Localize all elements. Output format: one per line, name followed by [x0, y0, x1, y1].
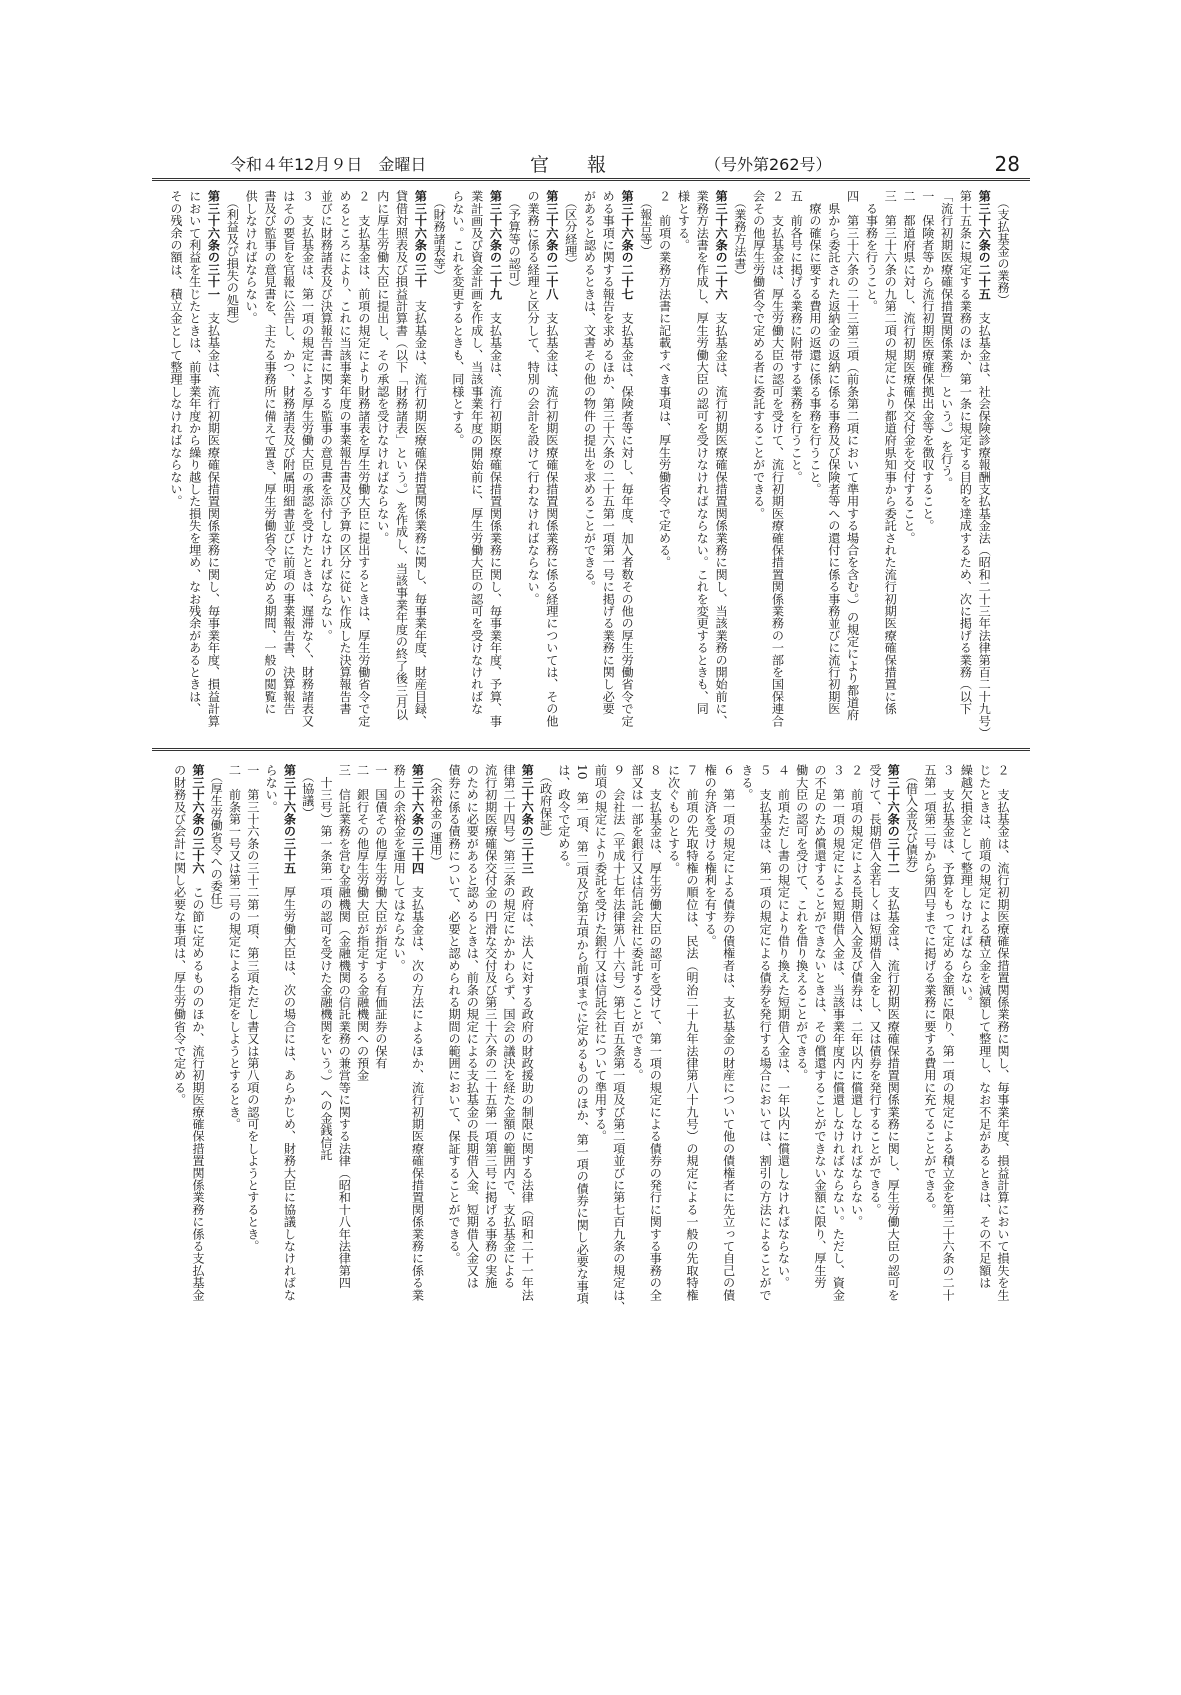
text-line — [786, 190, 805, 742]
text-line — [390, 764, 408, 1344]
line-text: 「流行初期医療確保措置関係業務」という。）を行う。 — [939, 190, 954, 489]
article-heading: 第三十六条の三十六 — [190, 764, 205, 874]
article-line — [189, 764, 207, 1344]
line-text: ６ 第一項の規定による債券の債権者は、支払基金の財産について他の債権者に先立って自己の債 — [721, 764, 736, 1301]
text-line — [921, 764, 939, 1344]
text-line — [463, 764, 481, 1344]
line-text: 部又は一部を銀行又は信託会社に委託することができる。 — [630, 764, 645, 1082]
text-line — [683, 764, 701, 1344]
line-text: 支払基金は、流行初期医療確保措置関係業務に係る経理については、その他 — [544, 299, 559, 727]
line-text: 務上の余裕金を運用してはならない。 — [392, 764, 407, 972]
line-text: ２ 前項の規定による長期借入金及び債券は、二年以内に償還しなければならない。 — [849, 764, 864, 1228]
text-line — [353, 764, 371, 1344]
gazette-title: 官報 — [530, 154, 645, 176]
line-text: 10 第一項、第二項及び第五項から前項までに定めるもののほか、第一項の債券に関し必要な事項 — [575, 764, 590, 1305]
line-text: 三 信託業務を営む金融機関（金融機関の信託業務の兼営等に関する法律（昭和十八年法律第四 — [337, 764, 352, 1289]
article-heading: 第三十六条の三十三 — [520, 764, 535, 874]
text-line — [467, 190, 486, 742]
text-line — [244, 764, 262, 1344]
text-line — [372, 764, 390, 1344]
line-text: ８ 支払基金は、厚生労働大臣の認可を受けて、第一項の規定による債券の発行に関する事務の全 — [648, 764, 663, 1301]
line-text: める事項に関する報告を求めるほか、第三十六条の二十五第一項第一号に掲げる業務に関し必要 — [601, 190, 616, 715]
line-text: 会その他厚生労働省令で定める者に委託することができる。 — [751, 190, 766, 520]
header-divider — [152, 178, 1030, 181]
text-line — [260, 190, 279, 742]
line-text: ５ 支払基金は、第一項の規定による債券を発行する場合においては、割引の方法によることがで — [758, 764, 773, 1301]
line-text: （政府保証） — [538, 764, 553, 844]
line-text: において利益を生じたときは、前事業年度から繰り越した損失を埋め、なお残余があるときは、 — [187, 190, 202, 715]
line-text: 支払基金は、流行初期医療確保措置関係業務に関し、毎事業年度、予算、事 — [488, 299, 503, 727]
page-header — [160, 150, 1020, 176]
text-line — [335, 190, 354, 742]
text-line — [481, 764, 499, 1344]
text-line — [829, 764, 847, 1344]
upper-text-block — [160, 190, 1012, 742]
line-text: 十三号）第一条第一項の認可を受けた金融機関をいう。）への金銭信託 — [319, 764, 334, 1161]
line-text: （厚生労働省令への委任） — [209, 764, 224, 917]
text-line — [768, 190, 787, 742]
line-text: らない。 — [264, 764, 279, 813]
article-line — [542, 190, 561, 742]
issue-date: 令和４年12月９日 金曜日 — [230, 155, 427, 174]
text-line — [445, 764, 463, 1344]
line-text: 支払基金は、社会保険診療報酬支払基金法（昭和二十三年法律第百二十九号） — [977, 299, 992, 740]
text-line — [427, 764, 445, 1344]
line-text: 律第二十四号）第三条の規定にかかわらず、国会の議決を経た金額の範囲内で、支払基金による — [501, 764, 516, 1289]
text-line — [170, 764, 188, 1344]
line-text: 支払基金は、保険者等に対し、毎年度、加入者数その他の厚生労働省令で定 — [620, 299, 635, 727]
line-text: ３ 支払基金は、第一項の規定による厚生労働大臣の承認を受けたときは、遅滞なく、財務諸表又 — [300, 190, 315, 727]
text-line — [225, 764, 243, 1344]
article-heading: 第三十六条の二十七 — [620, 190, 635, 300]
text-line — [354, 190, 373, 742]
line-text: （財務諸表等） — [432, 190, 447, 282]
text-line — [317, 190, 336, 742]
text-line — [880, 190, 899, 742]
text-line — [674, 190, 693, 742]
text-line — [811, 764, 829, 1344]
text-line — [939, 764, 957, 1344]
article-heading: 第三十六条の三十一 — [206, 190, 221, 300]
text-line — [866, 764, 884, 1344]
text-line — [792, 764, 810, 1344]
text-line — [392, 190, 411, 742]
text-line — [573, 764, 591, 1344]
line-text: （余裕金の運用） — [428, 764, 443, 868]
text-line — [975, 764, 993, 1344]
text-line — [598, 190, 617, 742]
line-text: 療の確保に要する費用の返還に係る事務を行うこと。 — [808, 190, 823, 495]
text-line — [738, 764, 756, 1344]
line-text: の財務及び会計に関し必要な事項は、厚生労働省令で定める。 — [172, 764, 187, 1106]
text-line — [561, 190, 580, 742]
article-heading: 第三十六条の三十五 — [282, 764, 297, 874]
line-text: この節に定めるもののほか、流行初期医療確保措置関係業務に係る支払基金 — [190, 873, 205, 1301]
text-line — [298, 764, 316, 1344]
text-line — [956, 190, 975, 742]
article-heading: 第三十六条の三十二 — [886, 764, 901, 874]
article-line — [280, 764, 298, 1344]
line-text: は、政令で定める。 — [556, 764, 571, 874]
line-text: （借入金及び債券） — [904, 764, 919, 880]
line-text: ２ 前項の業務方法書に記載すべき事項は、厚生労働省令で定める。 — [657, 190, 672, 569]
line-text: 書及び監事の意見書を、主たる事務所に備えて置き、厚生労働省令で定める期間、一般の閲覧に — [262, 190, 277, 715]
article-line — [411, 190, 430, 742]
text-line — [317, 764, 335, 1344]
article-heading: 第三十六条の二十九 — [488, 190, 503, 300]
text-line — [730, 190, 749, 742]
line-text: ２ 支払基金は、前項の規定により財務諸表を厚生労働大臣に提出するときは、厚生労働省令で定 — [356, 190, 371, 727]
text-line — [646, 764, 664, 1344]
line-text: らない。これを変更するときも、同様とする。 — [450, 190, 465, 447]
article-line — [711, 190, 730, 742]
text-line — [774, 764, 792, 1344]
text-line — [279, 190, 298, 742]
text-line — [500, 764, 518, 1344]
article-heading: 第三十六条の二十六 — [714, 190, 729, 300]
line-text: （支払基金の業務） — [996, 190, 1010, 306]
article-heading: 第三十六条の二十五 — [977, 190, 992, 300]
line-text: 第十五条に規定する業務のほか、第一条に規定する目的を達成するため、次に掲げる業務（以下 — [958, 190, 973, 715]
line-text: のために必要があると認めるときは、前条の規定による支払基金の長期借入金、短期借入金又は — [465, 764, 480, 1289]
line-text: 県から委託された返納金の返納に係る事務及び保険者等への還付に係る事務並びに流行初期医 — [826, 190, 841, 715]
line-text: （業務方法書） — [732, 190, 747, 282]
text-line — [298, 190, 317, 742]
text-line — [664, 764, 682, 1344]
article-line — [408, 764, 426, 1344]
text-line — [805, 190, 824, 742]
line-text: 支払基金は、流行初期医療確保措置関係業務に関し、当該業務の開始前に、 — [714, 299, 729, 727]
text-line — [207, 764, 225, 1344]
text-line — [918, 190, 937, 742]
line-text: ４ 前項ただし書の規定により借り換えた短期借入金は、一年以内に償還しなければならない。 — [776, 764, 791, 1289]
text-line — [504, 190, 523, 742]
text-line — [937, 190, 956, 742]
text-line — [555, 764, 573, 1344]
text-line — [902, 764, 920, 1344]
line-text: ７ 前項の先取特権の順位は、民法（明治二十九年法律第八十九号）の規定による一般の先取特権 — [684, 764, 699, 1301]
article-line — [486, 190, 505, 742]
line-text: る事務を行うこと。 — [864, 190, 879, 312]
line-text: ３ 支払基金は、予算をもって定める金額に限り、第一項の規定による積立金を第三十六条の二十 — [941, 764, 956, 1301]
line-text: の不足のため償還することができないときは、その償還することができない金額に限り、厚生労 — [813, 764, 828, 1289]
line-text: に次ぐものとする。 — [666, 764, 681, 874]
text-line — [166, 190, 185, 742]
text-line — [719, 764, 737, 1344]
line-text: 並びに財務諸表及び決算報告書に関する監事の意見書を添付しなければならない。 — [319, 190, 334, 642]
line-text: 繰越欠損金として整理しなければならない。 — [959, 764, 974, 1008]
line-text: 一 国債その他厚生労働大臣が指定する有価証券の保有 — [373, 764, 388, 1069]
line-text: ２ 支払基金は、厚生労働大臣の認可を受けて、流行初期医療確保措置関係業務の一部を国保連合 — [770, 190, 785, 727]
text-line — [335, 764, 353, 1344]
article-line — [884, 764, 902, 1344]
line-text: （協議） — [300, 764, 315, 819]
text-line — [373, 190, 392, 742]
text-line — [957, 764, 975, 1344]
text-line — [899, 190, 918, 742]
line-text: ９ 会社法（平成十七年法律第八十六号）第七百五条第一項及び第二項並びに第七百九条の規定は、 — [611, 764, 626, 1313]
article-line — [617, 190, 636, 742]
line-text: （予算等の認可） — [507, 190, 522, 294]
line-text: 支払基金は、流行初期医療確保措置関係業務に関し、厚生労働大臣の認可を — [886, 873, 901, 1301]
line-text: 内に厚生労働大臣に提出し、その承認を受けなければならない。 — [375, 190, 390, 544]
line-text: 支払基金は、流行初期医療確保措置関係業務に関し、毎事業年度、財産目録、 — [413, 287, 428, 727]
article-line — [204, 190, 223, 742]
line-text: 働大臣の認可を受けて、これを借り換えることができる。 — [794, 764, 809, 1082]
line-text: 一 保険者等から流行初期医療確保拠出金等を徴収すること。 — [920, 190, 935, 532]
text-line — [628, 764, 646, 1344]
line-text: 支払基金は、次の方法によるほか、流行初期医療確保措置関係業務に係る業 — [410, 873, 425, 1301]
text-line — [636, 190, 655, 742]
line-text: （報告等） — [638, 190, 653, 258]
text-line — [580, 190, 599, 742]
line-text: 債券に係る債務について、必要と認められる期間の範囲において、保証することができる。 — [447, 764, 462, 1265]
article-heading: 第三十六条の三十 — [413, 190, 428, 288]
text-line — [591, 764, 609, 1344]
text-line — [241, 190, 260, 742]
line-text: ２ 支払基金は、流行初期医療確保措置関係業務に関し、毎事業年度、損益計算において損失を生 — [996, 764, 1010, 1301]
line-text: 二 都道府県に対し、流行初期医療確保交付金を交付すること。 — [902, 190, 917, 544]
line-text: めるところにより、これに当該事業年度の事業報告書及び予算の区分に従い作成した決算報告書 — [338, 190, 353, 715]
article-line — [974, 190, 993, 742]
line-text: 貸借対照表及び損益計算書（以下「財務諸表」という。）を作成し、当該事業年度の終了後三月以 — [394, 190, 409, 721]
line-text: 二 銀行その他厚生労働大臣が指定する金融機関への預金 — [355, 764, 370, 1082]
line-text: 受けて、長期借入金若しくは短期借入金をし、又は債券を発行することができる。 — [867, 764, 882, 1216]
page-number: 28 — [994, 152, 1020, 176]
article-heading: 第三十六条の二十八 — [544, 190, 559, 300]
text-line — [523, 190, 542, 742]
text-line — [756, 764, 774, 1344]
line-text: があると認めるときは、文書その他の物件の提出を求めることができる。 — [582, 190, 597, 593]
line-text: の業務に係る経理と区分して、特別の会計を設けて行わなければならない。 — [526, 190, 541, 605]
line-text: きる。 — [739, 764, 754, 801]
text-line — [655, 190, 674, 742]
line-text: じたときは、前項の規定による積立金を減額して整理し、なお不足があるときは、その不足額は — [977, 764, 992, 1289]
text-line — [609, 764, 627, 1344]
text-line — [824, 190, 843, 742]
line-text: 五 前各号に掲げる業務に附帯する業務を行うこと。 — [789, 190, 804, 483]
text-line — [448, 190, 467, 742]
text-line — [843, 190, 862, 742]
line-text: 供しなければならない。 — [244, 190, 259, 325]
line-text: 政府は、法人に対する政府の財政援助の制限に関する法律（昭和二十一年法 — [520, 873, 535, 1301]
text-line — [536, 764, 554, 1344]
article-heading: 第三十六条の三十四 — [410, 764, 425, 874]
text-line — [847, 764, 865, 1344]
line-text: 一 第三十六条の三十二第一項、第三項ただし書又は第八項の認可をしようとするとき。 — [245, 764, 260, 1252]
text-line — [701, 764, 719, 1344]
lower-text-block — [160, 764, 1012, 1344]
line-text: 二 前条第一号又は第二号の規定による指定をしようとするとき。 — [227, 764, 242, 1130]
line-text: （利益及び損失の処理） — [225, 190, 240, 331]
line-text: 四 第三十六条の二十三第三項（前条第二項において準用する場合を含む。）の規定により都道府 — [845, 190, 860, 721]
text-line — [993, 190, 1012, 742]
line-text: 様とする。 — [676, 190, 691, 251]
issue-number: （号外第262号） — [705, 155, 832, 174]
text-line — [862, 190, 881, 742]
line-text: 厚生労働大臣は、次の場合には、あらかじめ、財務大臣に協議しなければな — [282, 873, 297, 1301]
line-text: 流行初期医療確保交付金の円滑な交付及び第三十六条の二十五第一項第三号に掲げる事務の実施 — [483, 764, 498, 1289]
line-text: 権の弁済を受ける権利を有する。 — [703, 764, 718, 947]
line-text: 支払基金は、流行初期医療確保措置関係業務に関し、毎事業年度、損益計算 — [206, 299, 221, 727]
line-text: 三 第三十六条の九第二項の規定により都道府県知事から委託された流行初期医療確保措置に係 — [883, 190, 898, 715]
line-text: 業計画及び資金計画を作成し、当該事業年度の開始前に、厚生労働大臣の認可を受けなければな — [469, 190, 484, 715]
line-text: （区分経理） — [563, 190, 578, 270]
block-divider — [152, 748, 1030, 751]
line-text: ３ 第一項の規定による短期借入金は、当該事業年度内に償還しなければならない。ただし、資金 — [831, 764, 846, 1301]
text-line — [223, 190, 242, 742]
line-text: はその要旨を官報に公告し、かつ、財務諸表及び附属明細書並びに前項の事業報告書、決算報告 — [281, 190, 296, 715]
text-line — [262, 764, 280, 1344]
text-line — [749, 190, 768, 742]
article-line — [518, 764, 536, 1344]
text-line — [692, 190, 711, 742]
line-text: その残余の額は、積立金として整理しなければならない。 — [168, 190, 183, 508]
line-text: 前項の規定により委託を受けた銀行又は信託会社について準用する。 — [593, 764, 608, 1143]
text-line — [994, 764, 1012, 1344]
text-line — [429, 190, 448, 742]
text-line — [185, 190, 204, 742]
line-text: 業務方法書を作成し、厚生労働大臣の認可を受けなければならない。これを変更するときも、同 — [695, 190, 710, 715]
line-text: 五第一項第二号から第四号までに掲げる業務に要する費用に充てることができる。 — [922, 764, 937, 1216]
